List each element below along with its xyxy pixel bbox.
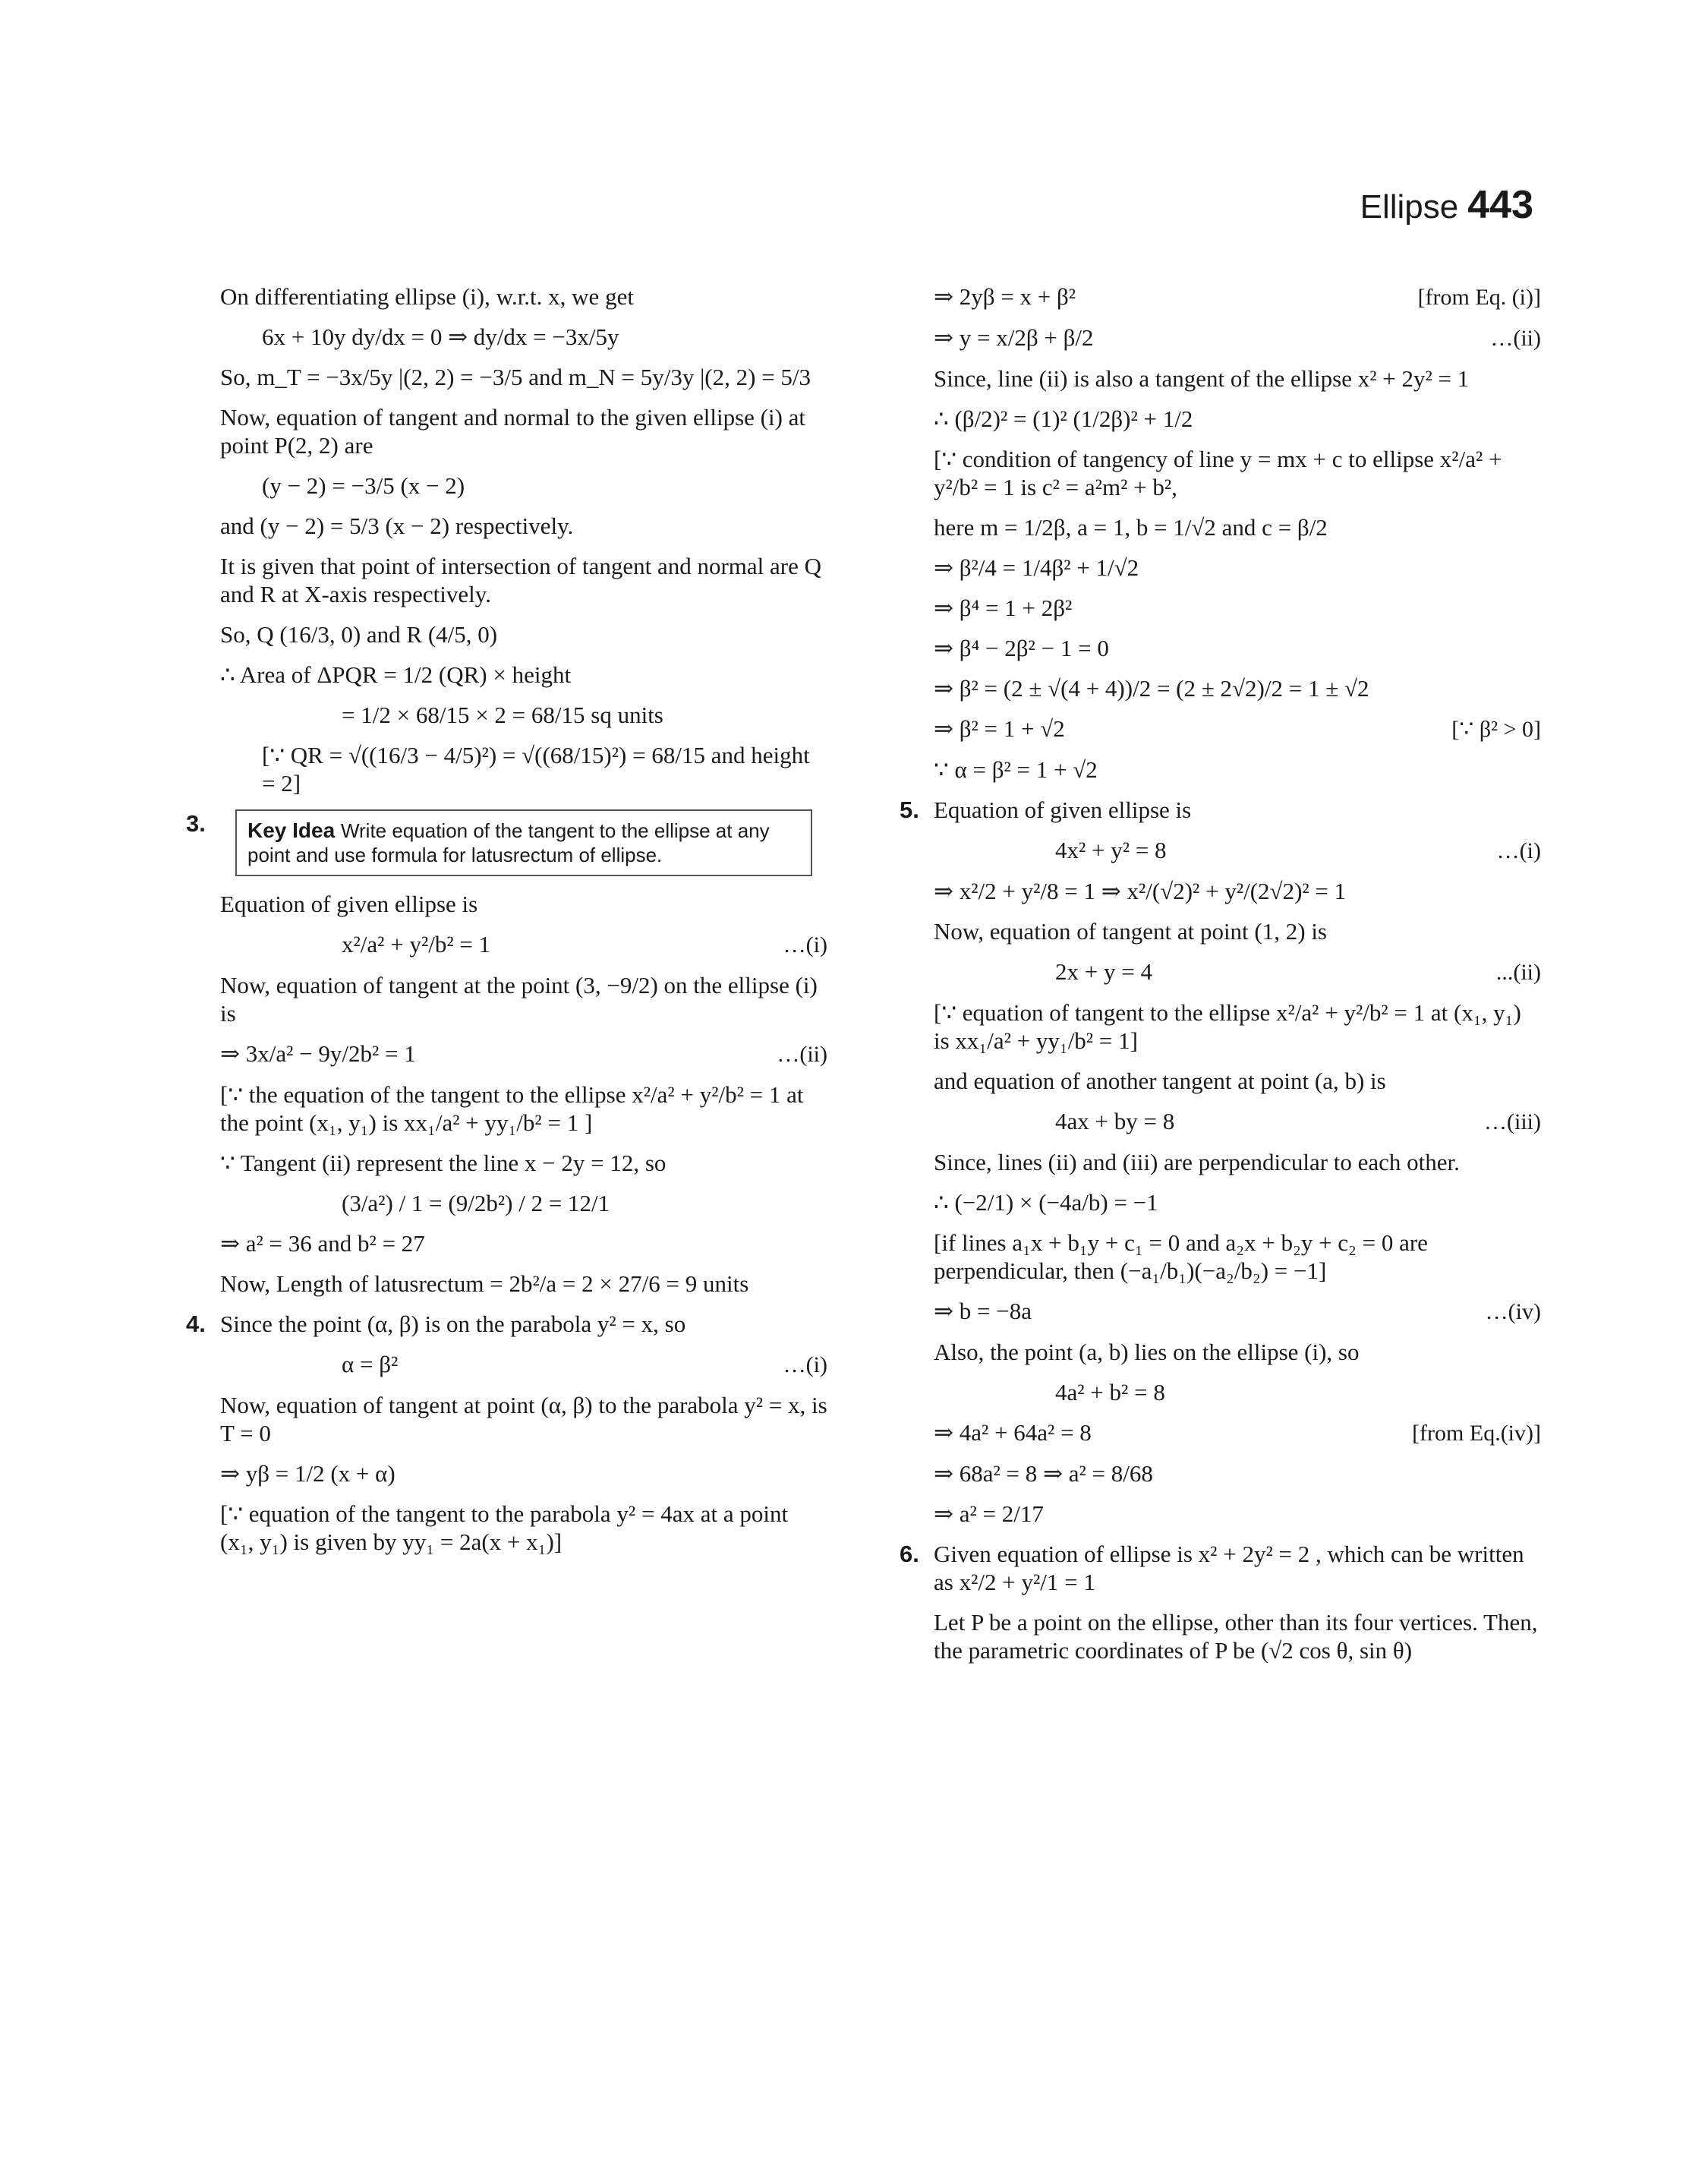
text-line xyxy=(934,1418,1541,1447)
text-line xyxy=(220,403,827,459)
chapter-title: Ellipse xyxy=(1360,188,1459,226)
equation-text: 2x + y = 4 xyxy=(1055,958,1152,985)
equation-tag: ...(ii) xyxy=(1495,960,1541,985)
text-line xyxy=(186,809,827,876)
question-number: 5. xyxy=(900,797,919,823)
text-line xyxy=(220,472,827,500)
equation-text: 4a² + b² = 8 xyxy=(1055,1379,1165,1405)
text-line xyxy=(934,1459,1541,1487)
key-idea-text: Write equation of the tangent to the ellipse at any point and use formula for latusrectum of ellipse. xyxy=(247,819,770,866)
equation-tag: [from Eq.(iv)] xyxy=(1412,1421,1541,1446)
equation-text: 4ax + by = 8 xyxy=(1055,1108,1175,1134)
text-line xyxy=(934,445,1541,501)
text-line xyxy=(934,634,1541,662)
text-line xyxy=(220,1149,827,1177)
equation-text: ⇒ β²/4 = 1/4β² + 1/√2 xyxy=(934,554,1139,581)
text-line xyxy=(934,957,1541,986)
equation-text: ∴ (β/2)² = (1)² (1/2β)² + 1/2 xyxy=(934,405,1193,432)
running-header xyxy=(1360,182,1533,228)
equation-text: ∴ (−2/1) × (−4a/b) = −1 xyxy=(934,1189,1158,1216)
text-line xyxy=(220,1080,827,1137)
text-line xyxy=(220,1350,827,1379)
text-line xyxy=(220,971,827,1027)
equation-text: Now, equation of tangent at the point (3, −9/2) on the ellipse (i) is xyxy=(220,972,818,1027)
equation-text: ∵ α = β² = 1 + √2 xyxy=(934,756,1098,783)
text-line xyxy=(934,1608,1541,1664)
equation-text: and equation of another tangent at point (a, b) is xyxy=(934,1068,1386,1094)
equation-text: ⇒ 3x/a² − 9y/2b² = 1 xyxy=(220,1040,416,1067)
equation-text: [∵ condition of tangency of line y = mx + c to ellipse x²/a² + y²/b² = 1 is c² = a²m² + b², xyxy=(934,446,1502,500)
equation-text: ⇒ β⁴ = 1 + 2β² xyxy=(934,595,1073,621)
equation-text: Now, Length of latusrectum = 2b²/a = 2 × 27/6 = 9 units xyxy=(220,1270,749,1297)
text-line xyxy=(220,1391,827,1447)
question-number: 3. xyxy=(186,810,206,837)
equation-tag: …(i) xyxy=(783,932,827,957)
text-line xyxy=(934,756,1541,784)
text-line xyxy=(934,998,1541,1055)
text-line xyxy=(220,661,827,689)
text-line xyxy=(934,1229,1541,1285)
text-line xyxy=(220,620,827,648)
equation-text: On differentiating ellipse (i), w.r.t. x, we get xyxy=(220,283,634,310)
equation-text: So, m_T = −3x/5y |(2, 2) = −3/5 and m_N = 5y/3y |(2, 2) = 5/3 xyxy=(220,364,811,390)
text-line xyxy=(934,1188,1541,1216)
question-number: 4. xyxy=(186,1311,206,1337)
equation-text: ⇒ b = −8a xyxy=(934,1298,1032,1324)
text-line xyxy=(220,890,827,918)
text-line xyxy=(220,323,827,351)
key-idea-box xyxy=(235,809,812,876)
text-line xyxy=(934,323,1541,352)
text-line xyxy=(934,1148,1541,1176)
equation-text: ⇒ β² = 1 + √2 xyxy=(934,715,1065,742)
text-line xyxy=(934,715,1541,743)
text-line xyxy=(900,796,1541,824)
equation-tag: …(iv) xyxy=(1485,1299,1541,1324)
equation-text: ⇒ 2yβ = x + β² xyxy=(934,283,1076,310)
text-line xyxy=(220,1500,827,1556)
equation-text: Let P be a point on the ellipse, other than its four vertices. Then, the parametric coordinates of P be (√2 cos θ, sin θ) xyxy=(934,1609,1538,1664)
equation-text: Since the point (α, β) is on the parabola y² = x, so xyxy=(220,1311,686,1337)
equation-text: Since, lines (ii) and (iii) are perpendicular to each other. xyxy=(934,1149,1460,1175)
right-column xyxy=(900,282,1541,1677)
equation-text: α = β² xyxy=(342,1351,399,1377)
page-number: 443 xyxy=(1467,183,1533,227)
text-line xyxy=(934,1297,1541,1326)
text-line xyxy=(934,554,1541,582)
text-line xyxy=(934,513,1541,541)
equation-text: ⇒ β² = (2 ± √(4 + 4))/2 = (2 ± 2√2)/2 = 1 ± √2 xyxy=(934,675,1369,702)
equation-text: ⇒ β⁴ − 2β² − 1 = 0 xyxy=(934,635,1109,661)
equation-text: Now, equation of tangent and normal to the given ellipse (i) at point P(2, 2) are xyxy=(220,404,806,459)
key-idea-label: Key Idea xyxy=(247,819,341,842)
equation-text: Given equation of ellipse is x² + 2y² = 2 , which can be written as x²/2 + y²/1 = 1 xyxy=(934,1541,1524,1595)
equation-text: x²/a² + y²/b² = 1 xyxy=(342,931,491,957)
equation-text: = 1/2 × 68/15 × 2 = 68/15 sq units xyxy=(342,702,663,728)
equation-text: (y − 2) = −3/5 (x − 2) xyxy=(262,472,465,499)
equation-text: ⇒ a² = 2/17 xyxy=(934,1500,1044,1527)
text-line xyxy=(220,930,827,959)
text-line xyxy=(220,282,827,311)
equation-text: 4x² + y² = 8 xyxy=(1055,837,1167,863)
text-line xyxy=(220,1189,827,1217)
equation-tag: …(iii) xyxy=(1484,1109,1541,1134)
equation-text: ⇒ x²/2 + y²/8 = 1 ⇒ x²/(√2)² + y²/(2√2)² = 1 xyxy=(934,878,1347,904)
equation-text: here m = 1/2β, a = 1, b = 1/√2 and c = β/2 xyxy=(934,514,1328,541)
text-line xyxy=(220,741,827,797)
text-line xyxy=(934,1378,1541,1406)
text-line xyxy=(220,1270,827,1298)
text-line xyxy=(220,1229,827,1257)
equation-text: ∵ Tangent (ii) represent the line x − 2y = 12, so xyxy=(220,1150,666,1176)
text-line xyxy=(934,836,1541,865)
text-line xyxy=(220,1039,827,1068)
equation-text: Also, the point (a, b) lies on the ellipse (i), so xyxy=(934,1339,1360,1365)
text-line xyxy=(934,405,1541,433)
text-line xyxy=(934,1107,1541,1136)
equation-text: Now, equation of tangent at point (α, β) to the parabola y² = x, is T = 0 xyxy=(220,1392,827,1446)
text-line xyxy=(934,877,1541,905)
equation-text: ⇒ yβ = 1/2 (x + α) xyxy=(220,1460,395,1487)
text-line xyxy=(900,1540,1541,1596)
text-line xyxy=(934,594,1541,622)
text-line xyxy=(220,701,827,729)
equation-text: ⇒ y = x/2β + β/2 xyxy=(934,324,1094,351)
equation-tag: …(i) xyxy=(1496,838,1541,863)
equation-text: (3/a²) / 1 = (9/2b²) / 2 = 12/1 xyxy=(342,1190,610,1216)
text-line xyxy=(220,512,827,540)
equation-text: [∵ equation of tangent to the ellipse x²/a² + y²/b² = 1 at (x₁, y₁) is xx₁/a² + yy₁/b² = 1] xyxy=(934,999,1521,1054)
equation-text: and (y − 2) = 5/3 (x − 2) respectively. xyxy=(220,513,574,539)
equation-tag: …(ii) xyxy=(1490,326,1541,351)
equation-text: ⇒ 68a² = 8 ⇒ a² = 8/68 xyxy=(934,1460,1153,1487)
text-line xyxy=(934,917,1541,945)
equation-tag: [from Eq. (i)] xyxy=(1417,285,1541,310)
equation-text: [∵ the equation of the tangent to the ellipse x²/a² + y²/b² = 1 at the point (x₁, y₁) is xx₁/a² + yy₁/b² = 1 ] xyxy=(220,1081,804,1136)
equation-text: So, Q (16/3, 0) and R (4/5, 0) xyxy=(220,621,498,648)
equation-text: [if lines a₁x + b₁y + c₁ = 0 and a₂x + b₂y + c₂ = 0 are perpendicular, then (−a₁/b₁)(−a₂/b₂) = −1] xyxy=(934,1229,1428,1284)
left-column xyxy=(186,282,827,1568)
text-line xyxy=(934,1067,1541,1095)
equation-text: ⇒ a² = 36 and b² = 27 xyxy=(220,1230,425,1257)
equation-text: [∵ QR = √((16/3 − 4/5)²) = √((68/15)²) = 68/15 and height = 2] xyxy=(262,742,810,797)
equation-text: Now, equation of tangent at point (1, 2) is xyxy=(934,918,1327,945)
text-line xyxy=(934,364,1541,393)
equation-tag: …(ii) xyxy=(777,1042,827,1067)
equation-text: It is given that point of intersection of tangent and normal are Q and R at X-axis respectively. xyxy=(220,553,821,607)
equation-text: Equation of given ellipse is xyxy=(934,797,1192,823)
equation-text: Equation of given ellipse is xyxy=(220,891,478,917)
text-line xyxy=(934,1500,1541,1528)
text-line xyxy=(934,1338,1541,1366)
equation-tag: …(i) xyxy=(783,1352,827,1377)
question-number: 6. xyxy=(900,1541,919,1567)
text-line xyxy=(220,1459,827,1487)
equation-text: ⇒ 4a² + 64a² = 8 xyxy=(934,1419,1092,1446)
equation-text: [∵ equation of the tangent to the parabola y² = 4ax at a point (x₁, y₁) is given by yy₁ = 2a(x + x₁)] xyxy=(220,1500,789,1555)
equation-text: ∴ Area of ΔPQR = 1/2 (QR) × height xyxy=(220,661,572,688)
equation-text: Since, line (ii) is also a tangent of the ellipse x² + 2y² = 1 xyxy=(934,365,1470,392)
text-line xyxy=(220,552,827,608)
text-line xyxy=(186,1310,827,1338)
text-line xyxy=(934,282,1541,311)
equation-tag: [∵ β² > 0] xyxy=(1451,717,1541,742)
text-line xyxy=(934,674,1541,702)
equation-text: 6x + 10y dy/dx = 0 ⇒ dy/dx = −3x/5y xyxy=(262,323,619,350)
text-line xyxy=(220,363,827,391)
